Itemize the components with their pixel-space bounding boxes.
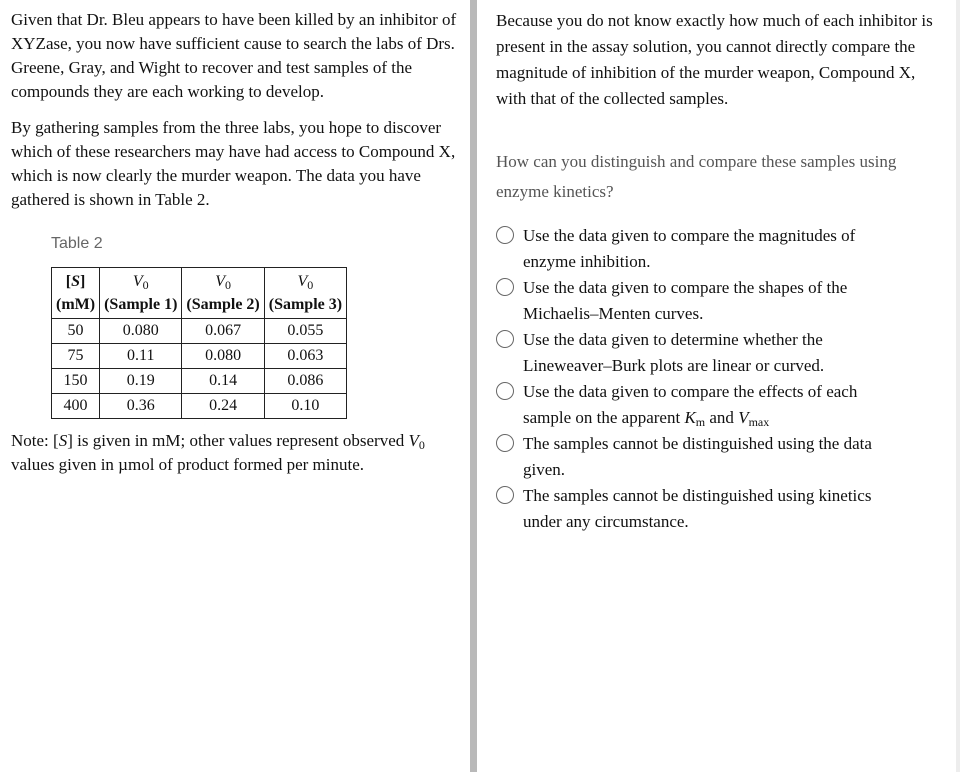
vmax-symbol: V (738, 408, 749, 427)
answer-option-text: The samples cannot be distinguished using kinetics under any circumstance. (523, 486, 872, 531)
note-s-symbol: S (58, 431, 68, 450)
radio-button[interactable] (496, 434, 514, 452)
answer-option-2[interactable] (496, 275, 944, 327)
header-s-symbol: S (71, 273, 80, 290)
option-text-part: Use the data given to compare the effects of each sample on the apparent (523, 382, 858, 427)
km-symbol: K (684, 408, 696, 427)
table-cell: 50 (52, 319, 100, 344)
table-cell: 0.11 (100, 344, 182, 369)
radio-button[interactable] (496, 278, 514, 296)
answer-option-text: Use the data given to compare the shapes of the Michaelis–Menten curves. (523, 278, 848, 323)
answer-option-text: The samples cannot be distinguished using the data given. (523, 434, 872, 479)
note-text: ] is given in mM; other values represent observed (67, 431, 409, 450)
answer-option-text: Use the data given to determine whether the Lineweaver–Burk plots are linear or curved. (523, 330, 825, 375)
option-text-part: and (705, 408, 739, 427)
header-v-symbol: V (215, 273, 225, 290)
header-sample-3-label: (Sample 3) (268, 296, 343, 313)
question-stem: How can you distinguish and compare these samples using enzyme kinetics? (496, 152, 897, 201)
table-row (52, 369, 347, 394)
table-cell: 0.080 (182, 344, 264, 369)
header-sample-2 (182, 268, 264, 319)
data-table (51, 267, 347, 419)
note-text: values given in µmol of product formed per minute. (11, 455, 365, 474)
table-note (11, 429, 460, 477)
table-row (52, 344, 347, 369)
note-v-symbol: V (408, 431, 419, 450)
note-v-sub: 0 (418, 438, 425, 452)
radio-button[interactable] (496, 330, 514, 348)
answer-options (496, 223, 944, 535)
table-cell: 0.10 (264, 394, 346, 419)
scrollbar-track[interactable] (956, 0, 960, 772)
table-cell: 0.080 (100, 319, 182, 344)
table-cell: 0.24 (182, 394, 264, 419)
answer-option-text (523, 379, 903, 431)
table-caption: Table 2 (51, 235, 103, 252)
header-v-sub: 0 (142, 278, 149, 292)
passage-paragraph-2: By gathering samples from the three labs, you hope to discover which of these researchers may have had access to Compound X, which is now clearly the murder weapon. The data you have gathered is shown in Table 2. (11, 118, 456, 209)
header-v-symbol: V (297, 273, 308, 290)
answer-option-text: Use the data given to compare the magnitudes of enzyme inhibition. (523, 226, 856, 271)
table-cell: 0.19 (100, 369, 182, 394)
table-cell: 150 (52, 369, 100, 394)
header-v-symbol: V (132, 273, 143, 290)
table-cell: 0.067 (182, 319, 264, 344)
answer-option-6[interactable] (496, 483, 944, 535)
header-s-unit: (mM) (56, 296, 96, 313)
header-sample-3 (264, 268, 346, 319)
table-row (52, 319, 347, 344)
question-pane (477, 0, 956, 772)
table-header-row (52, 268, 347, 319)
radio-button[interactable] (496, 486, 514, 504)
passage-pane (0, 0, 470, 772)
question-context: Because you do not know exactly how much of each inhibitor is present in the assay solution, you cannot directly compare the magnitude of inhibition of the murder weapon, Compound X, with that of the collected samples. (496, 11, 933, 108)
table-cell: 0.063 (264, 344, 346, 369)
answer-option-4[interactable] (496, 379, 944, 431)
answer-option-3[interactable] (496, 327, 944, 379)
header-v-sub: 0 (224, 278, 231, 292)
table-cell: 0.055 (264, 319, 346, 344)
table-cell: 400 (52, 394, 100, 419)
header-v-sub: 0 (307, 278, 314, 292)
table-cell: 75 (52, 344, 100, 369)
note-text: Note: [ (11, 431, 59, 450)
radio-button[interactable] (496, 226, 514, 244)
km-sub: m (695, 415, 706, 429)
table-cell: 0.14 (182, 369, 264, 394)
table-cell: 0.36 (100, 394, 182, 419)
passage-paragraph-1: Given that Dr. Bleu appears to have been killed by an inhibitor of XYZase, you now have sufficient cause to search the labs of Drs. Greene, Gray, and Wight to recover and test samples of the compounds they are each working to develop. (11, 10, 457, 101)
header-sample-1-label: (Sample 1) (104, 296, 178, 313)
pane-divider[interactable] (470, 0, 477, 772)
answer-option-5[interactable] (496, 431, 944, 483)
vmax-sub: max (748, 415, 770, 429)
header-substrate: [S] (mM) (52, 268, 100, 319)
table-row (52, 394, 347, 419)
table-cell: 0.086 (264, 369, 346, 394)
radio-button[interactable] (496, 382, 514, 400)
header-sample-2-label: (Sample 2) (186, 296, 260, 313)
answer-option-1[interactable] (496, 223, 944, 275)
header-sample-1 (100, 268, 182, 319)
